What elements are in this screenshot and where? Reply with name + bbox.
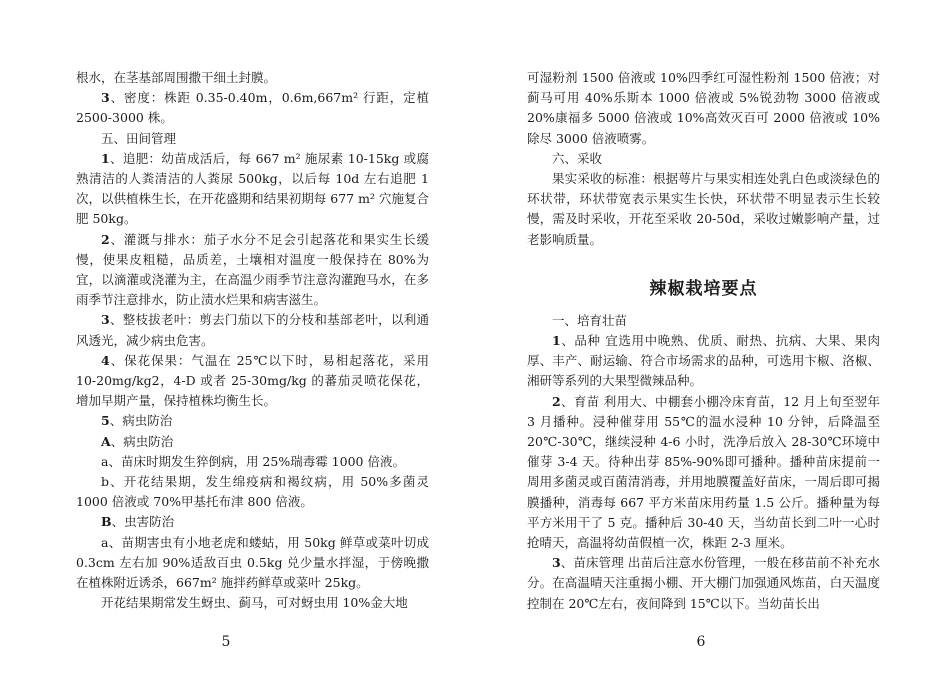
page-number: 5	[221, 634, 231, 650]
right-page	[475, 0, 950, 673]
paragraph: 2、灌溉与排水：茄子水分不足会引起落花和果实生长缓慢，使果皮粗糙，品质差，土壤相对温度一般保持在 80%为宜，以滴灌或浇灌为主，在高温少雨季节注意沟灌跑马水，在多雨季节注意排水，防止渍水烂果和病害滋生。	[76, 231, 429, 308]
paragraph: 3、苗床管理 出苗后注意水份管理，一般在移苗前不补充水分。在高温晴天注重揭小棚、开大棚门加强通风炼苗，白天温度控制在 20℃左右，夜间降到 15℃以下。当幼苗长出	[527, 555, 880, 611]
section-heading: 五、田间管理	[101, 130, 177, 146]
paragraph: A、病虫防治	[101, 433, 174, 449]
paragraph: 3、密度：株距 0.35-0.40m，0.6m,667m² 行距，定植 2500-3000 株。	[76, 90, 429, 126]
paragraph: 1、品种 宜选用中晚熟、优质、耐热、抗病、大果、果肉厚、丰产、耐运输、符合市场需求的品种，可选用卞椒、洛椒、湘研等系列的大果型微辣品种。	[527, 333, 880, 389]
section-title: 辣椒栽培要点	[649, 278, 758, 299]
section-heading: 六、采收	[552, 150, 603, 166]
paragraph: 1、追肥：幼苗成活后，每 667 m² 施尿素 10-15kg 或腐熟清洁的人粪清洁的人粪尿 500kg，以后每 10d 左右追肥 1 次，以供植株生长，在开花盛期和结果初期每 677 m² 穴施复合肥 50kg。	[76, 150, 429, 227]
paragraph: 4、保花保果：气温在 25℃以下时，易相起落花，采用 10-20mg/kg2，4-D 或者 25-30mg/kg 的蕃茄灵喷花保花，增加早期产量，保持植株均衡生长。	[76, 352, 429, 409]
paragraph: 3、整枝拔老叶：剪去门茄以下的分枝和基部老叶，以利通风透光，减少病虫危害。	[76, 312, 429, 348]
paragraph: B、虫害防治	[101, 514, 175, 530]
page-number: 6	[696, 634, 706, 650]
left-text-column	[76, 68, 429, 613]
paragraph: 可湿粉剂 1500 倍液或 10%四季红可湿性粉剂 1500 倍液；对蓟马可用 40%乐斯本 1000 倍液或 5%锐劲物 3000 倍液或 20%康福多 5000 倍液或 10%高效灭百可 2000 倍液或 10%除尽 3000 倍液喷雾。	[527, 70, 880, 146]
paragraph: 开花结果期常发生蚜虫、蓟马，可对蚜虫用 10%金大地	[101, 595, 408, 611]
section-heading: 一、培育壮苗	[552, 312, 628, 328]
paragraph: 果实采收的标准：根据萼片与果实相连处乳白色或淡绿色的环状带，环状带宽表示果实生长快，环状带不明显表示生长较慢，需及时采收，开花至采收 20-50d，采收过嫩影响产量，过老影响质量。	[527, 171, 880, 247]
paragraph: 根水，在茎基部周围撒干细土封膜。	[76, 70, 277, 85]
paragraph: a、苗床时期发生猝倒病，用 25%瑞毒霉 1000 倍液。	[101, 453, 405, 469]
paragraph: 2、育苗 利用大、中棚套小棚冷床育苗，12 月上旬至翌年 3 月播种。浸种催芽用 55℃的温水浸种 10 分钟，后降温至 20℃-30℃，继续浸种 4-6 小时，洗净后放入 28-30℃环境中催芽 3-4 天。待种出芽 85%-90%即可播种。播种苗床提前一周用多菌灵或百菌清消毒，并用地膜覆盖好苗床，一周后即可揭膜播种，消毒每 667 平方米苗床用药量 1.5 公斤。播种量为每平方米用干了 5 克。播种后 30-40 天，当幼苗长到二叶一心时抢晴天，高温将幼苗假植一次，株距 2-3 厘米。	[527, 393, 880, 551]
paragraph: 5、病虫防治	[101, 413, 173, 429]
paragraph: a、苗期害虫有小地老虎和蝼蛄，用 50kg 鲜草或菜叶切成 0.3cm 左右加 90%适敌百虫 0.5kg 兑少量水拌湿，于傍晚撒在植株附近诱杀，667m² 施拌药鲜草或菜叶 25kg。	[76, 534, 429, 591]
paragraph: b、开花结果期，发生绵疫病和褐纹病，用 50%多菌灵 1000 倍液或 70%甲基托布津 800 倍液。	[76, 474, 429, 510]
right-text-column	[527, 68, 880, 614]
